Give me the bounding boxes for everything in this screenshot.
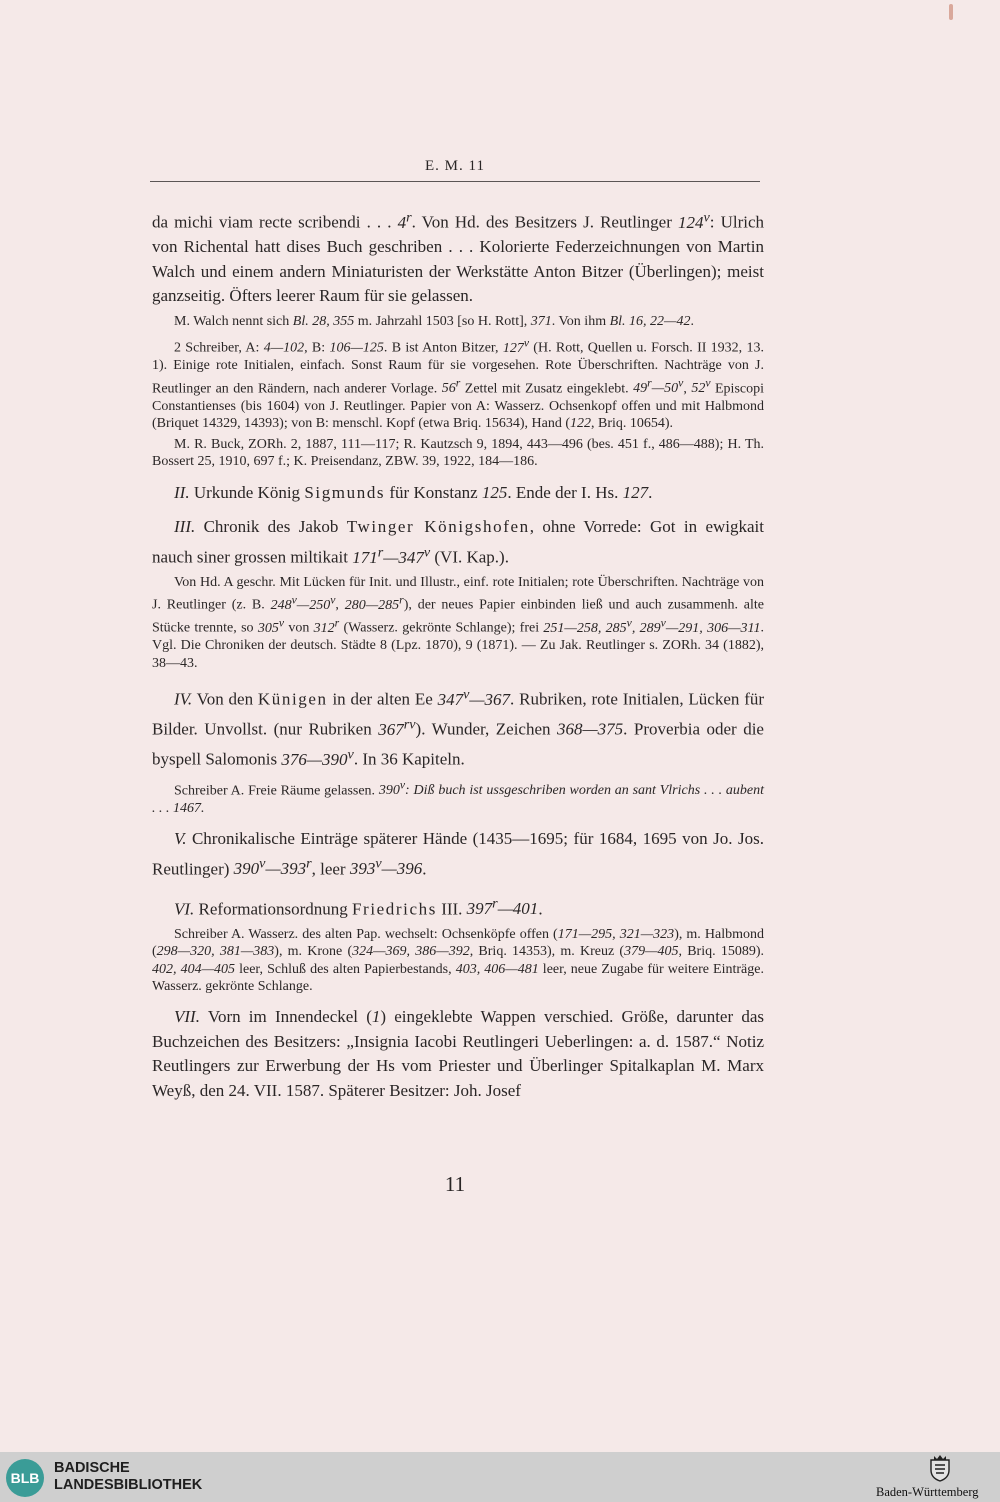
running-head: E. M. 11 (425, 158, 485, 174)
header-rule (150, 181, 760, 182)
note-paragraph: 2 Schreiber, A: 4—102, B: 106—125. B ist Anton Bitzer, 127$^v$ (H. Rott, Quellen u. Forsch. II 1932, 13. 1). Einige rote Initialen, einfach. Sonst Raum für sie vorgesehen. Rote Überschriften. Nachträge von J. Reutlinger an den Rändern, nach anderer Vorlage. 56$^r$ Zettel mit Zusatz eingeklebt. 49$^r$—50$^v$, 52$^v$ Episcopi Constantienses (bis 1604) von J. Reutlinger. Papier von A: Wasserz. Ochsenkopf offen und mit Halbmond (Briquet 14329, 14393); von B: menschl. Kopf (etwa Briq. 15634), Hand (122, Briq. 10654). (152, 336, 764, 431)
note-paragraph: M. R. Buck, ZORh. 2, 1887, 111—117; R. Kautzsch 9, 1894, 443—496 (bes. 451 f., 486—488); H. Th. Bossert 25, 1910, 697 f.; K. Preisendanz, ZBW. 39, 1922, 184—186. (152, 437, 764, 470)
body-paragraph: II. Urkunde König Sigmunds für Konstanz 125. Ende der I. Hs. 127. (174, 482, 653, 502)
library-name[interactable] (54, 1460, 202, 1494)
body-paragraph: da michi viam recte scribendi . . . 4$^r$. Von Hd. des Besitzers J. Reutlinger 124$^v$: Ulrich von Richental hatt dises Buch geschriben . . . Kolorierte Federzeichnungen von Martin Walch und einem andern Miniaturisten der Werkstätte Anton Bitzer (Überlingen); meist ganzseitig. Öfters leerer Raum für sie gelassen. (152, 209, 764, 306)
body-paragraph: III. Chronik des Jakob Twinger Königshofen, ohne Vorrede: Got in ewigkait nauch siner grossen miltikait 171$^r$—347$^v$ (VI. Kap.). (152, 517, 764, 567)
baden-wuerttemberg-crest-icon (928, 1454, 952, 1482)
page-number: 11 (444, 1172, 466, 1196)
note-paragraph: M. Walch nennt sich Bl. 28, 355 m. Jahrzahl 1503 [so H. Rott], 371. Von ihm Bl. 16, 22—42. (174, 314, 694, 330)
note-paragraph: Von Hd. A geschr. Mit Lücken für Init. und Illustr., einf. rote Initialen; rote Überschriften. Nachträge von J. Reutlinger (z. B. 248$^v$—250$^v$, 280—285$^r$), der neues Papier einbinden ließ und auch zusammenh. alte Stücke trennte, so 305$^v$ von 312$^r$ (Wasserz. gekrönte Schlange); frei 251—258, 285$^v$, 289$^v$—291, 306—311. Vgl. Die Chroniken der deutsch. Städte 8 (Lpz. 1870), 9 (1871). — Zu Jak. Reutlinger s. ZORh. 34 (1882), 38—43. (152, 575, 765, 671)
body-paragraph: V. Chronikalische Einträge späterer Hände (1435—1695; für 1684, 1695 von Jo. Jos. Reutlinger) 390$^v$—393$^r$, leer 393$^v$—396. (152, 828, 764, 879)
state-name: Baden-Württemberg (876, 1485, 979, 1499)
body-paragraph: VII. Vorn im Innendeckel (1) eingeklebte Wappen verschied. Größe, darunter das Buchzeichen des Besitzers: „Insignia Iacobi Reutlingeri Ueberlingen: a. d. 1587.“ Notiz Reutlingers zur Erwerbung der Hs vom Priester und Überlinger Spitalkaplan M. Marx Weyß, den 24. VII. 1587. Späterer Besitzer: Joh. Josef (152, 1007, 764, 1101)
note-paragraph: Schreiber A. Freie Räume gelassen. 390$^v$: Diß buch ist ussgeschriben worden an sant Vlrichs . . . aubent . . . 1467. (152, 778, 764, 816)
page-content (152, 205, 764, 1104)
footer-bar (0, 1452, 1000, 1502)
body-paragraph: IV. Von den Künigen in der alten Ee 347$^v$—367. Rubriken, rote Initialen, Lücken für Bilder. Unvollst. (nur Rubriken $367^{rv}$). Wunder, Zeichen 368—375. Proverbia oder die byspell Salomonis 376—390$^v$. In 36 Kapiteln. (152, 685, 765, 770)
note-paragraph: Schreiber A. Wasserz. des alten Pap. wechselt: Ochsenköpfe offen (171—295, 321—323), m. Halbmond (298—320, 381—383), m. Krone (324—369, 386—392, Briq. 14353), m. Kreuz (379—405, Briq. 15089). 402, 404—405 leer, Schluß des alten Papierbestands, 403, 406—481 leer, neue Zugabe für weitere Einträge. Wasserz. gekrönte Schlange. (152, 927, 764, 994)
body-paragraph: VI. Reformationsordnung Friedrichs III. 397$^r$—401. (174, 895, 543, 919)
margin-mark (949, 4, 953, 20)
blb-logo-badge[interactable]: BLB (6, 1459, 44, 1497)
library-name-line1: BADISCHE (54, 1460, 130, 1476)
library-name-line2: LANDESBIBLIOTHEK (54, 1477, 203, 1493)
